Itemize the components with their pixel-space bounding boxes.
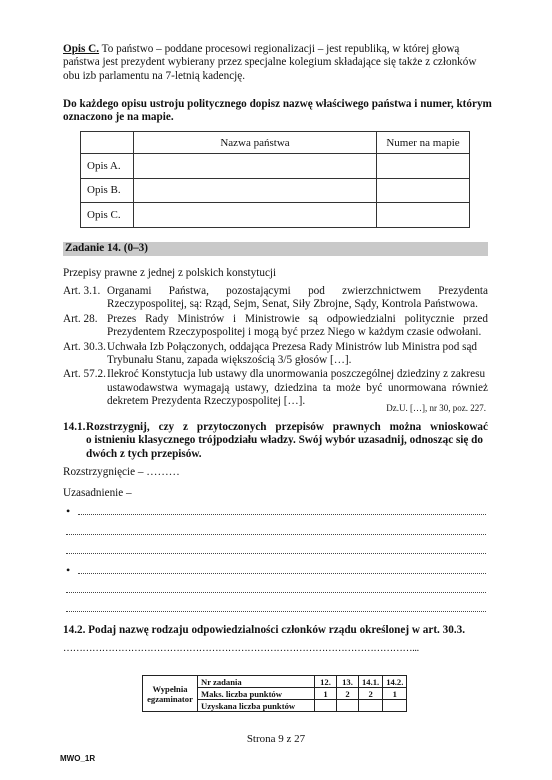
article-text-l1: Uchwała Izb Połączonych, oddająca Prezesa Rady Ministrów lub Ministra pod sąd [107, 340, 478, 353]
resolve-label: Rozstrzygnięcie – ……… [63, 466, 180, 478]
question-text: Podaj nazwę rodzaju odpowiedzialności członków rządu określonej w art. 30.3. [88, 624, 466, 636]
justify-label: Uzasadnienie – [63, 487, 132, 499]
opis-c-label: Opis C. [63, 43, 100, 55]
earned-points-cell[interactable] [315, 700, 337, 712]
exam-code: MWO_1R [60, 754, 96, 763]
number-answer-cell[interactable] [377, 154, 470, 179]
table-row [81, 178, 470, 203]
score-table [142, 675, 407, 712]
article-text-l2: ustawodawstwa wymagają ustawy, dziedzina ta może być unormowana również [107, 381, 488, 394]
task-number: 13. [337, 676, 359, 688]
article-number: Art. 3.1. [63, 285, 101, 297]
question-text-l1: Rozstrzygnij, czy z przytoczonych przepisów prawnych można wnioskować [86, 421, 488, 433]
examiner-label [143, 676, 198, 712]
row-label: Nr zadania [198, 676, 315, 688]
instruction-line2: oznaczono je na mapie. [63, 111, 174, 124]
answer-line[interactable] [78, 573, 486, 574]
answer-table-header-country: Nazwa państwa [134, 132, 377, 154]
task-title: Zadanie 14. (0–3) [65, 242, 148, 254]
answer-line[interactable] [78, 514, 486, 515]
row-label: Opis A. [81, 154, 134, 179]
earned-points-cell[interactable] [359, 700, 383, 712]
max-points: 2 [359, 688, 383, 700]
max-points: 2 [337, 688, 359, 700]
instruction-line1: Do każdego opisu ustroju politycznego dopisz nazwę właściwego państwa i numer, którym [63, 98, 492, 110]
article-number: Art. 30.3. [63, 340, 106, 353]
article-text-l3: dekretem Prezydenta Rzeczypospolitej […]. [107, 395, 306, 408]
article-number: Art. 28. [63, 312, 98, 325]
task-intro: Przepisy prawne z jednej z polskich konstytucji [63, 267, 277, 279]
country-answer-cell[interactable] [134, 178, 377, 203]
answer-line[interactable] [66, 611, 486, 612]
article-text-l2: Rzeczypospolitej, są: Rząd, Sejm, Senat, Siły Zbrojne, Sądy, Kontrola Państwowa. [107, 298, 478, 311]
article-item [63, 313, 488, 340]
article-number: Art. 57.2. [63, 368, 106, 381]
answer-table [80, 131, 470, 228]
article-item [63, 285, 488, 312]
answer-line[interactable] [66, 592, 486, 593]
instruction [63, 98, 493, 125]
answer-line[interactable] [66, 534, 486, 535]
examiner-label-line1: Wypełnia [152, 683, 188, 694]
article-text-l2: Trybunału Stanu, zapada większością 3/5 głosów […]. [107, 354, 352, 367]
article-text-l1: Ilekroć Konstytucja lub ustawy dla unormowania poszczególnej dziedziny z zakresu [107, 368, 486, 381]
earned-points-cell[interactable] [337, 700, 359, 712]
articles-list [63, 285, 488, 409]
country-answer-cell[interactable] [134, 203, 377, 228]
row-label: Uzyskana liczba punktów [198, 700, 315, 712]
table-row [81, 154, 470, 179]
number-answer-cell[interactable] [377, 178, 470, 203]
article-text-l1: Organami Państwa, pozostającymi pod zwierzchnictwem Prezydenta [107, 285, 488, 297]
answer-table-header [81, 132, 470, 154]
source-citation: Dz.U. […], nr 30, poz. 227. [386, 403, 486, 413]
answer-line[interactable] [66, 553, 486, 554]
task-number: 14.1. [359, 676, 383, 688]
answer-table-header-number: Numer na mapie [377, 132, 470, 154]
bullet-point: • [66, 563, 71, 577]
answer-line[interactable]: ………………………………………………………………………………………………... [63, 643, 419, 654]
page-number: Strona 9 z 27 [246, 733, 306, 745]
article-text-l1: Prezes Rady Ministrów i Ministrowie są odpowiedzialni politycznie przed [107, 312, 488, 325]
article-item [63, 341, 488, 368]
opis-c-line2: państwa jest prezydent wybierany przez specjalne kolegium składające się także z członków [63, 56, 477, 69]
task-number: 12. [315, 676, 337, 688]
question-text-l2: o istnieniu klasycznego trójpodziału władzy. Swój wybór uzasadnij, odnosząc się do [86, 434, 483, 447]
question-text-l3: dwóch z tych przepisów. [86, 447, 202, 460]
row-label: Opis B. [81, 178, 134, 203]
article-text-l2: Prezydentem Rzeczypospolitej i mogą być przez Niego w każdym czasie odwołani. [107, 326, 482, 339]
question-14-1 [63, 421, 488, 461]
number-answer-cell[interactable] [377, 203, 470, 228]
examiner-label-line2: egzaminator [147, 693, 193, 704]
task-number: 14.2. [383, 676, 407, 688]
table-row [81, 203, 470, 228]
question-number: 14.1. [63, 421, 86, 433]
opis-c-line1: To państwo – poddane procesowi regionalizacji – jest republiką, w której głową [99, 43, 460, 55]
row-label: Maks. liczba punktów [198, 688, 315, 700]
bullet-point: • [66, 504, 71, 518]
question-14-2 [63, 624, 465, 637]
table-row [143, 676, 407, 688]
row-label: Opis C. [81, 203, 134, 228]
earned-points-cell[interactable] [383, 700, 407, 712]
max-points: 1 [315, 688, 337, 700]
opis-c-paragraph [63, 43, 488, 83]
opis-c-line3: obu izb parlamentu na 7-letnią kadencję. [63, 69, 246, 82]
answer-table-header-blank [81, 132, 134, 154]
country-answer-cell[interactable] [134, 154, 377, 179]
max-points: 1 [383, 688, 407, 700]
question-number: 14.2. [63, 624, 86, 636]
